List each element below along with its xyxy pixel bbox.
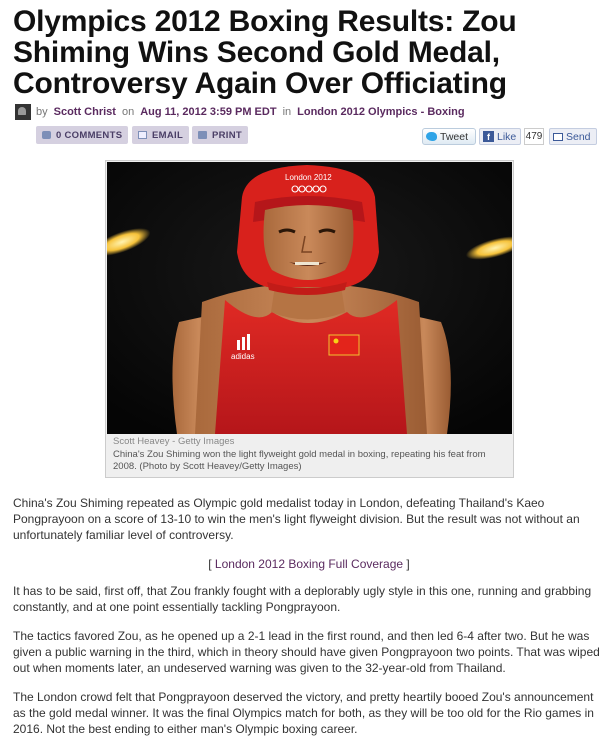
email-icon [138,131,147,139]
boxer-photo[interactable] [107,162,512,434]
send-button[interactable] [549,128,597,145]
author-link[interactable]: Scott Christ [53,106,116,118]
tweet-button[interactable] [422,128,476,145]
byline [15,104,605,120]
article-photo-frame [105,160,514,478]
email-button[interactable] [132,126,189,144]
send-icon [553,133,563,141]
twitter-bird-icon [426,132,437,141]
author-avatar[interactable] [15,104,31,120]
facebook-icon: f [483,131,494,142]
full-coverage-link[interactable]: London 2012 Boxing Full Coverage [214,557,404,571]
coverage-bracket-close: ] [406,557,410,571]
article-date: Aug 11, 2012 3:59 PM EDT [140,106,277,118]
facebook-like-button[interactable] [479,128,521,145]
print-label: PRINT [212,129,242,141]
comment-icon [42,131,51,139]
print-button[interactable] [192,126,248,144]
article-title: Olympics 2012 Boxing Results: Zou Shiming Wins Second Gold Medal, Controversy Again Over Officiating [13,5,517,100]
coverage-bracket-open: [ [208,557,212,571]
byline-in: in [282,106,292,118]
svg-text:adidas: adidas [231,352,255,361]
paragraph-1: China's Zou Shiming repeated as Olympic gold medalist today in London, defeating Thailand's Kaeo Pongprayoon on a score of 13-10 to win the men's light flyweight division. But the result was not without an unfortunately familiar level of controversy. [13,496,580,542]
headgear-text: London 2012 [285,173,332,182]
comments-label: 0 COMMENTS [56,129,123,141]
photo-caption: China's Zou Shiming won the light flyweight gold medal in boxing, repeating his feat from 2008. (Photo by Scott Heavey/Getty Images) [113,449,486,472]
share-toolbar [36,126,601,146]
like-label: Like [497,130,517,143]
section-link[interactable]: London 2012 Olympics - Boxing [297,106,465,118]
email-label: EMAIL [152,129,184,141]
photo-credit: Scott Heavey - Getty Images [113,436,235,447]
byline-on: on [121,106,135,118]
article-body [13,495,605,739]
coverage-line [13,556,605,572]
comments-button[interactable] [36,126,128,144]
like-count: 479 [524,128,544,145]
print-icon [198,131,207,139]
byline-by: by [36,106,48,118]
paragraph-4: The London crowd felt that Pongprayoon deserved the victory, and pretty heartily booed Zou's announcement as the gold medal winner. It was the final Olympics match for both, as they will be too old for the Rio games in 2016. Not the best ending to either man's Olympic boxing career. [13,690,594,736]
paragraph-3: The tactics favored Zou, as he opened up a 2-1 lead in the first round, and then led 6-4 after two. But he was given a public warning in the third, which in theory should have given Pongprayoon two points. That was wiped out when moments later, an undeserved warning was given to the 32-year-old from Thailand. [13,629,600,675]
tweet-label: Tweet [440,130,469,143]
send-label: Send [566,130,591,143]
paragraph-2: It has to be said, first off, that Zou frankly fought with a deplorably ugly style in this one, running and grabbing constantly, and at one point essentially tackling Pongprayoon. [13,584,592,614]
